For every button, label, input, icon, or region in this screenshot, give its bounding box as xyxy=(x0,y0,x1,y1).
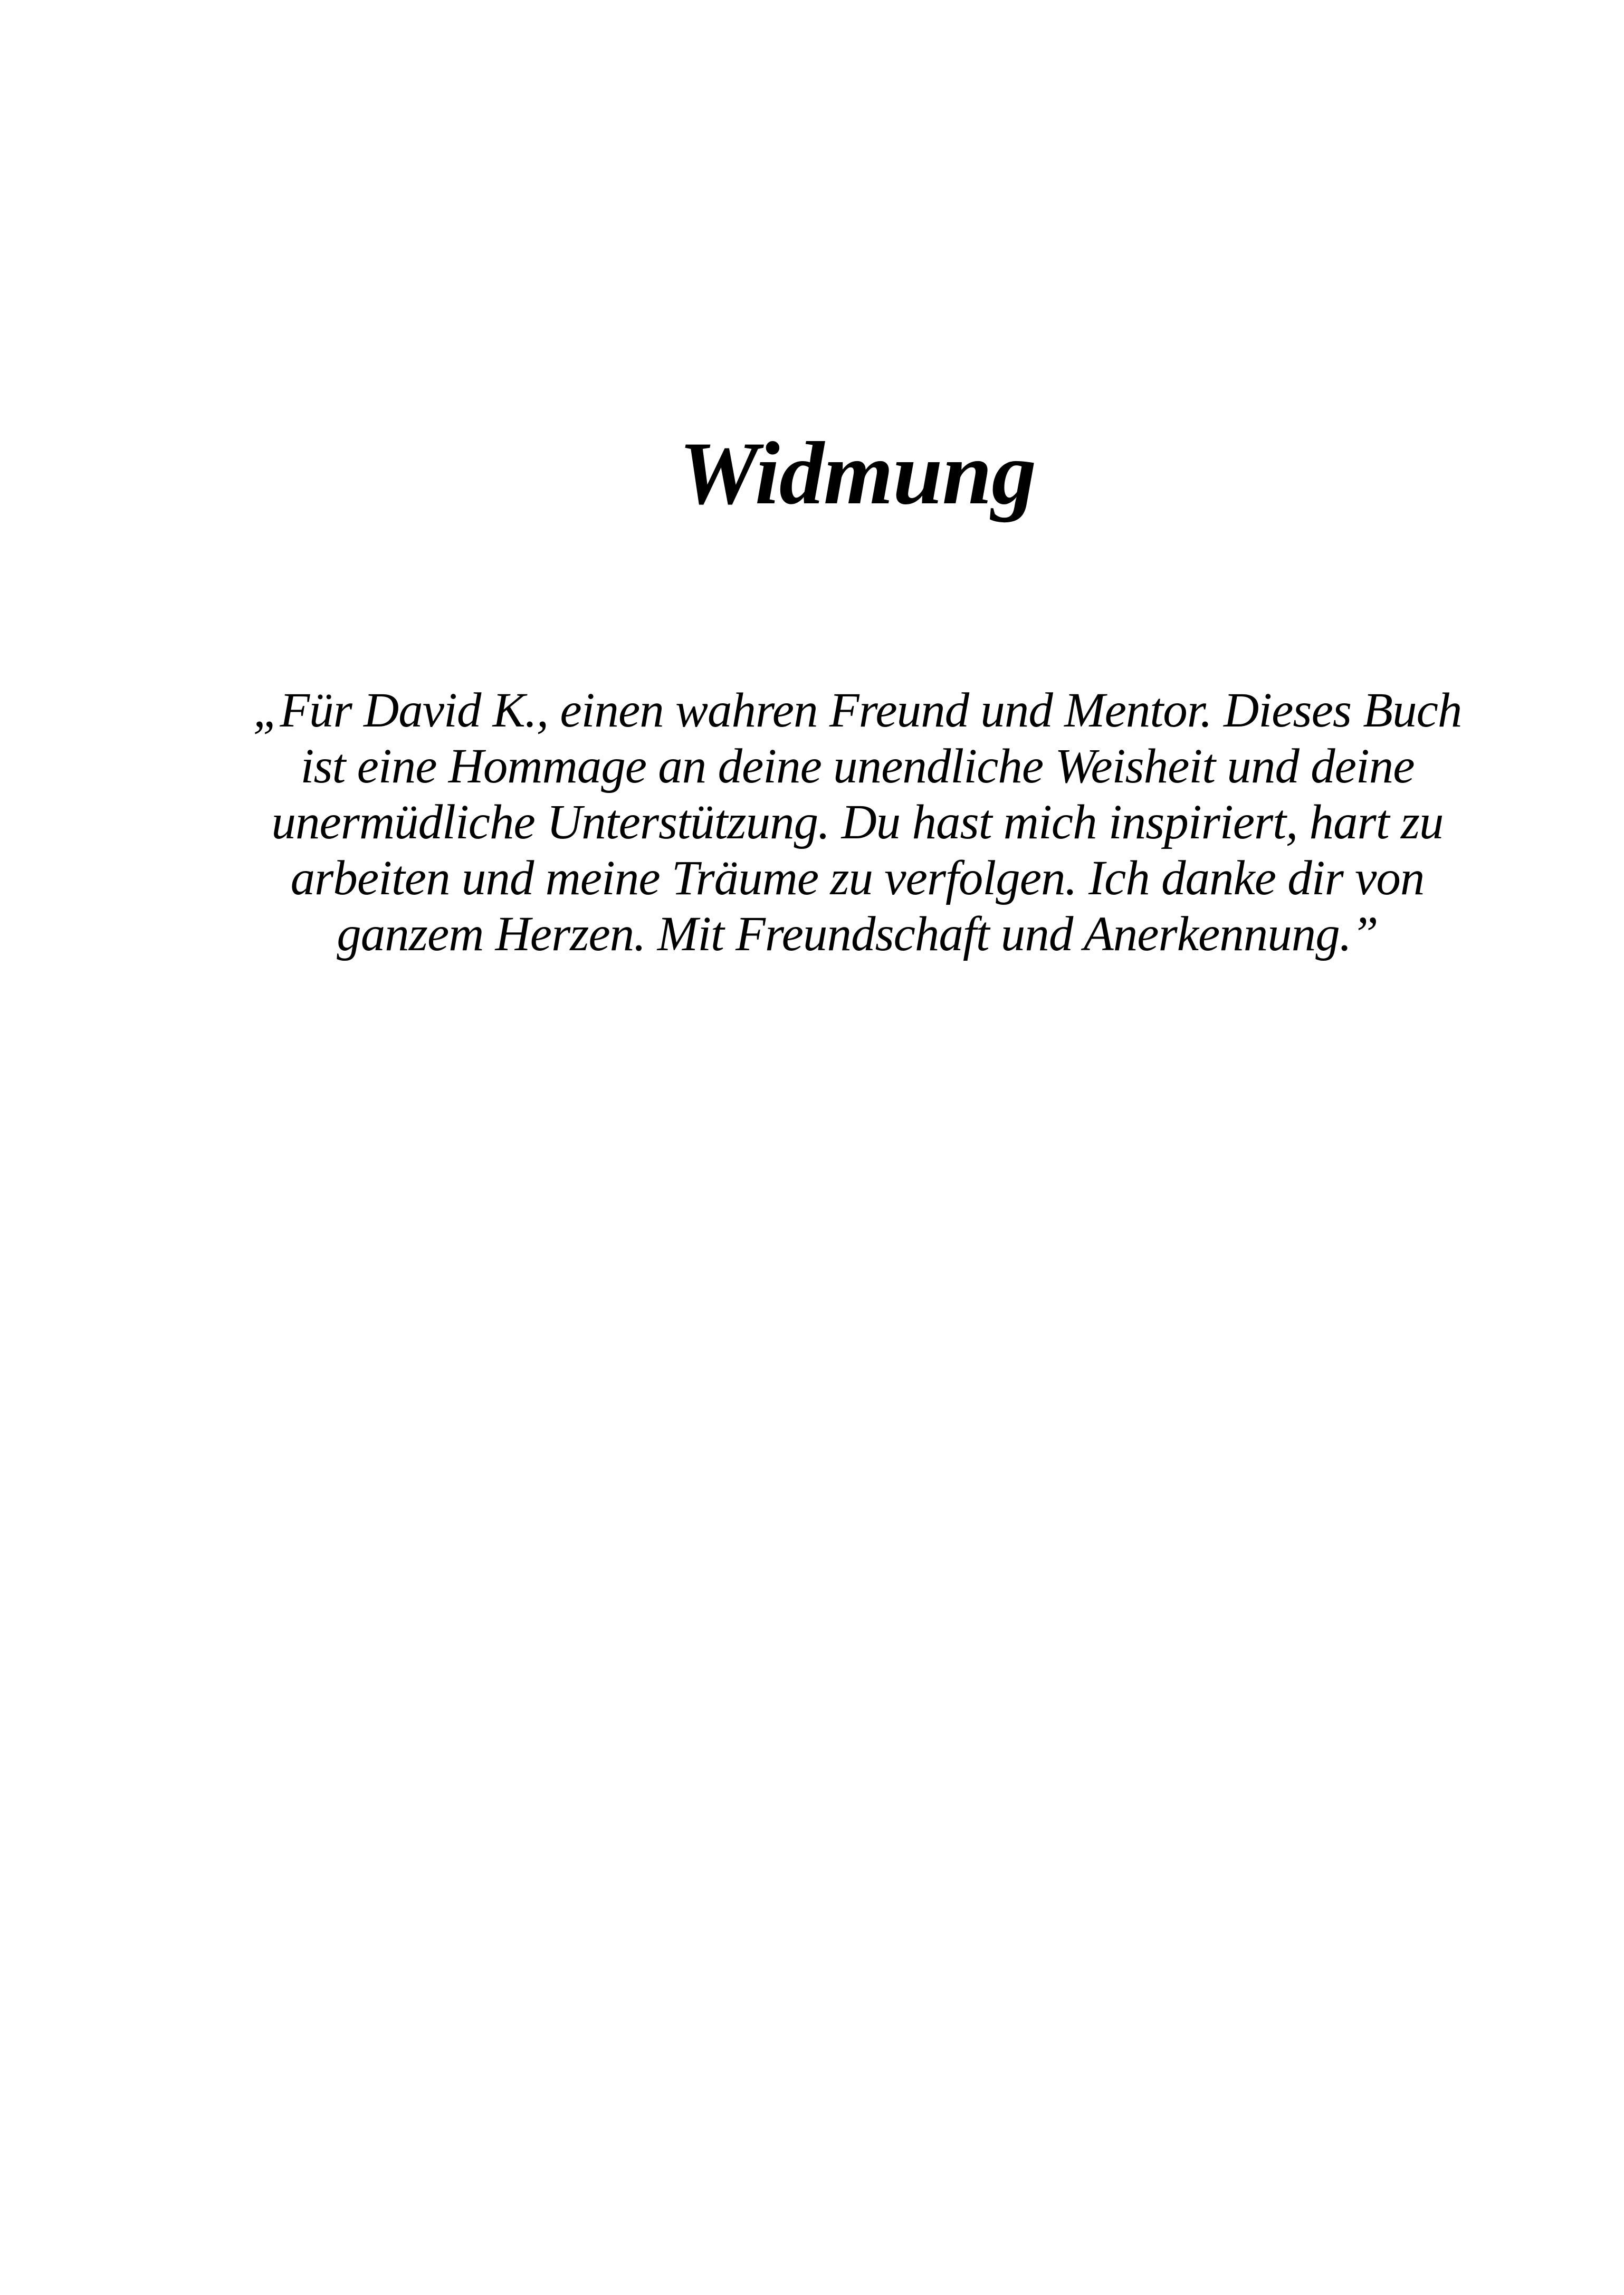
dedication-line: ist eine Hommage an deine unendliche Weisheit und deine xyxy=(300,739,1415,793)
page-title: Widmung xyxy=(679,424,1036,523)
dedication-line: „Für David K., einen wahren Freund und Mentor. Dieses Buch xyxy=(253,683,1462,738)
dedication-text xyxy=(243,683,1472,962)
dedication-line: unermüdliche Unterstützung. Du hast mich inspiriert, hart zu xyxy=(271,795,1444,849)
page-content xyxy=(0,0,1624,962)
dedication-line: ganzem Herzen. Mit Freundschaft und Anerkennung.” xyxy=(337,907,1378,961)
dedication-line: arbeiten und meine Träume zu verfolgen. Ich danke dir von xyxy=(290,851,1425,905)
